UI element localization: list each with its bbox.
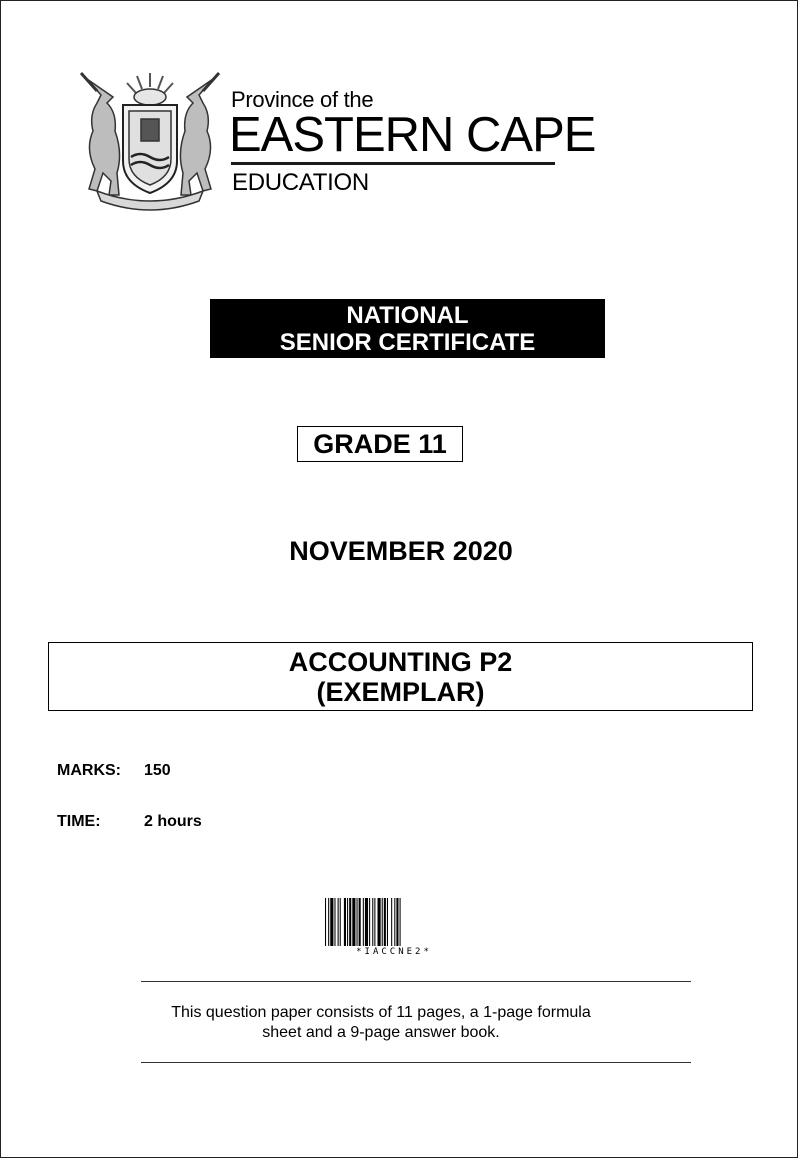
province-name: EASTERN CAPE [229, 108, 596, 162]
barcode-bar [347, 898, 348, 946]
barcode-bar [334, 898, 335, 946]
barcode-bar [344, 898, 346, 946]
grade-box: GRADE 11 [297, 426, 463, 462]
barcode-bar [363, 898, 364, 946]
barcode-bar [394, 898, 395, 946]
footer-bottom-rule [141, 1062, 691, 1063]
page-count-note-line2: sheet and a 9-page answer book. [262, 1024, 500, 1041]
barcode-image [324, 898, 464, 946]
barcode-bar [325, 898, 326, 946]
barcode-bar [372, 898, 373, 946]
barcode-bar [338, 898, 339, 946]
coat-of-arms-logo [67, 69, 233, 211]
barcode-text: *IACCNE2* [356, 947, 432, 957]
subject-box [48, 642, 753, 711]
barcode-bar [365, 898, 368, 946]
barcode-bar [384, 898, 386, 946]
subject-subtitle: (EXEMPLAR) [316, 677, 485, 707]
barcode-bar [391, 898, 392, 946]
time-value: 2 hours [144, 813, 202, 830]
barcode-bar [349, 898, 351, 946]
barcode-bar [382, 898, 383, 946]
barcode-bar [359, 898, 361, 946]
barcode-bar [330, 898, 333, 946]
nsc-banner-line1: NATIONAL [346, 302, 469, 329]
logo-divider [231, 162, 555, 165]
page-count-note [141, 1003, 621, 1043]
exam-date: NOVEMBER 2020 [289, 536, 513, 566]
page-count-note-line1: This question paper consists of 11 pages, a 1-page formula [171, 1004, 591, 1021]
footer-top-rule [141, 981, 691, 982]
department-name: EDUCATION [232, 169, 369, 196]
barcode-bar [400, 898, 401, 946]
barcode-bar [369, 898, 370, 946]
barcode-bar [352, 898, 355, 946]
nsc-banner-line2: SENIOR CERTIFICATE [279, 329, 536, 356]
time-label: TIME: [57, 813, 101, 830]
subject-title: ACCOUNTING P2 [288, 647, 513, 677]
marks-label: MARKS: [57, 762, 121, 779]
marks-value: 150 [144, 762, 171, 779]
barcode-bar [396, 898, 398, 946]
barcode-bar [357, 898, 358, 946]
barcode-bar [387, 898, 388, 946]
barcode-bar [340, 898, 341, 946]
nsc-banner [210, 299, 605, 358]
barcode-bar [374, 898, 375, 946]
province-title-line: Province of the [231, 87, 374, 112]
barcode-bar [328, 898, 329, 946]
barcode-bar [378, 898, 381, 946]
